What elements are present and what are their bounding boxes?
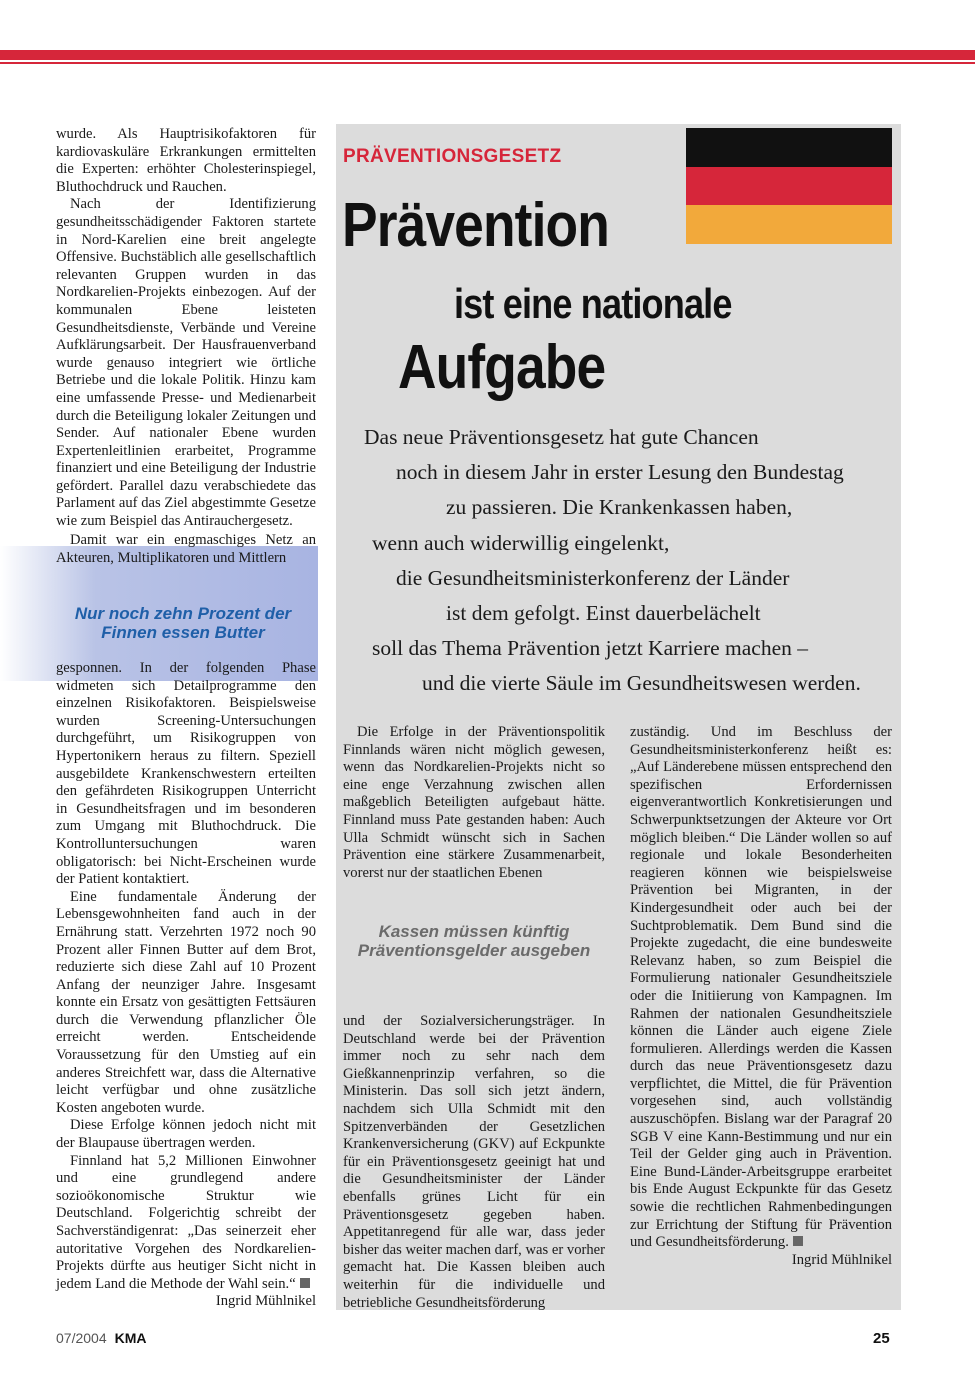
end-square-icon [300, 1278, 310, 1288]
article-signature: Ingrid Mühlnikel [791, 1251, 892, 1268]
article-column-2-top [343, 724, 605, 882]
footer-brand: KMA [114, 1330, 147, 1346]
lead-line-6: ist dem gefolgt. Einst dauerbelächelt [446, 601, 761, 626]
article-column-2-bottom [343, 1013, 605, 1312]
headline-line-1: Prävention [342, 191, 609, 260]
lead-line-8: und die vierte Säule im Gesundheitswesen werden. [422, 671, 861, 696]
article-col2-paragraph-2: und der Sozialversicherungsträger. In Deutschland werde bei der Prävention immer noch zu sehr nach dem Gießkannenprinzip verfahren, so die Ministerin. Das soll sich jetzt ändern, nachdem sich Ulla Schmidt mit den Spitzenverbänden der Gesetzlichen Krankenversicherung (GKV) auf Eckpunkte für ein Präventionsgesetz geeinigt hat und die Gesundheitsminister der Länder ebenfalls grünes Licht für ein Präventionsgesetz gegeben haben. Appetitanregend für alle war, dass jeder bisher das weiter machen darf, was er vorher gemacht hat. Die Kassen bleiben auch weiterhin für die individuelle und betriebliche Gesundheitsförderung [343, 1013, 605, 1311]
top-red-bar [0, 50, 975, 60]
german-flag-icon [686, 128, 892, 244]
left-paragraph-4: gesponnen. In der folgenden Phase widmeten sich Detailprogramme den einzelnen Risikofaktoren. Beispielsweise wurden Screening-Untersuchungen durchgeführt, um Risikogruppen von Hypertonikern heraus zu filtern. Speziell ausgebildete Krankenschwestern erteilten den gefährdeten Risikogruppen Unterricht in Gesundheitsfragen und im besonderen zum Umgang mit Bluthochdruck. Die Kontrolluntersuchungen waren obligatorisch: bei Nicht-Erscheinen wurde der Patient kontaktiert. [56, 660, 316, 888]
end-square-icon [793, 1236, 803, 1246]
left-paragraph-3: Damit war ein engmaschiges Netz an Akteuren, Multiplikatoren und Mittlern [56, 532, 316, 566]
lead-line-3: zu passieren. Die Krankenkassen haben, [446, 495, 793, 520]
left-paragraph-7 [56, 1153, 316, 1294]
top-red-line [0, 62, 975, 64]
left-paragraph-2: Nach der Identifizierung gesundheitsschädigender Faktoren startete in Nord-Karelien eine breit angelegte Offensive. Buchstäblich alle gesellschaftlich relevanten Gruppen wurden in das Nordkarelien-Projekts einbezogen. Auf der kommunalen Ebene leisteten Gesundheitsdienste, Verbände und Vereine Aufklärungsarbeit. Der Hausfrauenverband wurde genauso integriert wie örtliche Betriebe und die lokale Politik. Hinzu kam eine umfassende Presse- und Medienarbeit durch die Beteiligung lokaler Zeitungen und Sender. Auf nationaler Ebene wurden Expertenleitlinien erarbeitet, Programme finanziert und eine Beteiligung der Industrie gefördert. Parallel dazu verabschiedete das Parlament auf das Ziel abgestimmte Gesetze wie zum Beispiel das Antirauchergesetz. [56, 196, 316, 530]
lead-line-4: wenn auch widerwillig eingelenkt, [372, 530, 670, 555]
headline-line-3: Aufgabe [398, 333, 606, 402]
lead-line-5: die Gesundheitsministerkonferenz der Länder [396, 565, 790, 590]
article-col3-paragraph-1 [630, 724, 892, 1252]
left-paragraph-1: wurde. Als Hauptrisikofaktoren für kardiovaskuläre Erkrankungen ermittelten die Experten: erhöhter Cholesterinspiegel, Bluthochdruck und Rauchen. [56, 126, 316, 195]
left-column-mid [56, 532, 316, 567]
article-column-3 [630, 724, 892, 1269]
left-paragraph-6: Diese Erfolge können jedoch nicht mit der Blaupause übertragen werden. [56, 1117, 316, 1152]
left-signature: Ingrid Mühlnikel [215, 1293, 316, 1310]
left-paragraph-7-text: Finnland hat 5,2 Millionen Einwohner und eine grundlegend andere sozioökonomische Struktur wie Deutschland. Folgerichtig schreibt der Sachverständigenrat: „Das seinerzeit eher autoritative Vorgehen des Nordkarelien-Projekts dürfte aus heutiger Sicht nicht in jedem Land die Methode der Wahl sein.“ [56, 1152, 316, 1292]
lead-line-7: soll das Thema Prävention jetzt Karriere machen – [372, 636, 809, 661]
page-number: 25 [873, 1330, 890, 1347]
left-column-top [56, 126, 316, 531]
headline-line-2: ist eine nationale [454, 280, 732, 327]
article-kicker: PRÄVENTIONSGESETZ [343, 146, 562, 167]
footer-issue [56, 1330, 147, 1346]
lead-text [340, 420, 900, 702]
lead-line-1: Das neue Präventionsgesetz hat gute Chancen [364, 425, 759, 449]
left-paragraph-5: Eine fundamentale Änderung der Lebensgewohnheiten fand auch in der Ernährung statt. Verzehrten 1972 noch 90 Prozent aller Finnen Butter auf dem Brot, reduzierte sich diese Zahl auf 10 Prozent Anfang der neunziger Jahre. Insgesamt konnte ein Ersatz von gesättigten Fettsäuren durch die Verwendung pflanzlicher Öle erreicht werden. Entscheidende Voraussetzung für den Umstieg auf ein anderes Streichfett war, dass die Alternative leicht verfügbar und ohne zusätzliche Kosten angeboten wurde. [56, 888, 316, 1116]
article-col3-text: zuständig. Und im Beschluss der Gesundheitsministerkonferenz heißt es: „Auf Länderebene müssen entsprechend den spezifischen Erfordernissen eigenverantwortlich Konkretisierungen und Schwerpunktsetzungen der Akteure vor Ort möglich bleiben.“ Die Länder wollen so auf regionale und lokale Besonderheiten reagieren können wie beispielsweise Prävention bei Migranten, in der Kindergesundheit oder auch bei der Suchtproblematik. Dem Bund sind die Projekte zugedacht, die eine bundesweite Relevanz haben, so zum Beispiel die Formulierung nationaler Gesundheitsziele oder die Initiierung von Kampagnen. Im Rahmen der nationalen Gesundheitsziele können die Länder auch eigene Ziele formulieren. Allerdings werden die Kassen durch das neue Präventionsgesetz dazu verpflichtet, die Mittel, die für Prävention vorgesehen sind, auch vollständig auszuschöpfen. Bislang war der Paragraf 20 SGB V eine Kann-Bestimmung und nur ein Teil der Gelder ging auch in Prävention. Eine Bund-Länder-Arbeitsgruppe erarbeitet bis Ende August Eckpunkte für das Gesetz sowie die rechtlichen Rahmenbedingungen zur Errichtung der Stiftung für Prävention und Gesundheitsförderung. [630, 724, 892, 1251]
footer-issue-date: 07/2004 [56, 1330, 107, 1346]
article-col2-paragraph-1: Die Erfolge in der Präventionspolitik Finnlands wären nicht möglich gewesen, wenn das Nordkarelien-Projekts nicht so eine enge Verzahnung zwischen allen maßgeblich Beteiligten aufgebaut hätte. Finnland muss Pate gestanden haben: Auch Ulla Schmidt wünscht sich in Sachen Prävention eine stärkere Zusammenarbeit, vorerst nur der staatlichen Ebenen [343, 724, 605, 881]
left-column-bottom [56, 660, 316, 1311]
lead-line-2: noch in diesem Jahr in erster Lesung den Bundestag [396, 460, 844, 485]
pull-quote-kassen: Kassen müssen künftig Präventionsgelder ausgeben [357, 922, 591, 960]
pull-quote-butter: Nur noch zehn Prozent der Finnen essen Butter [74, 604, 292, 642]
